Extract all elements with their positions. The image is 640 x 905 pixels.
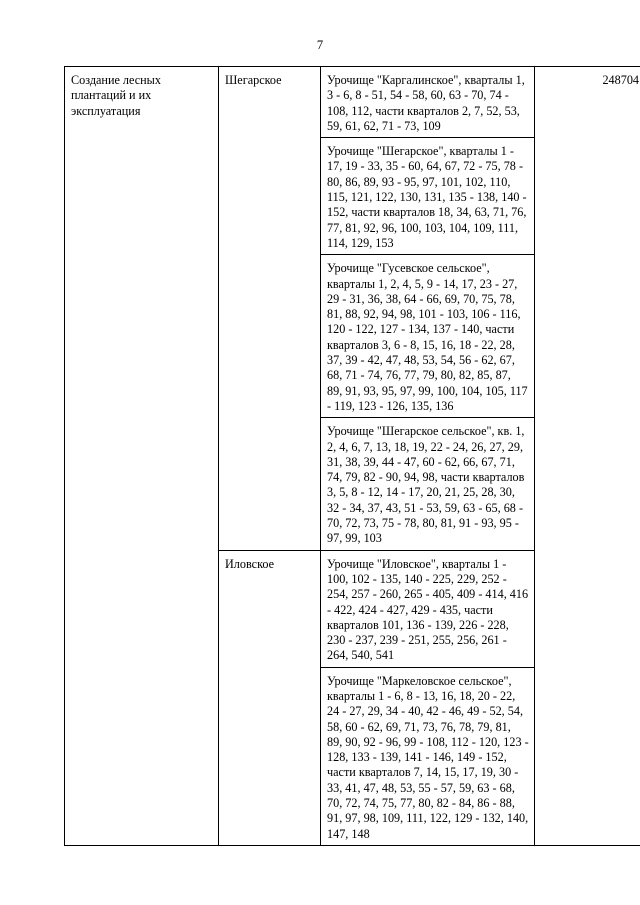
area-text: Урочище "Каргалинское", кварталы 1, 3 - 6, 8 - 51, 54 - 58, 60, 63 - 70, 74 - 108, 112, части кварталов 2, 7, 52, 53, 59, 61, 62, 71 - 73, 109 bbox=[327, 73, 525, 133]
area-cell bbox=[321, 255, 535, 418]
forestry-cell bbox=[219, 67, 321, 551]
area-text: Урочище "Шегарское сельское", кв. 1, 2, 4, 6, 7, 13, 18, 19, 22 - 24, 26, 27, 29, 31, 38, 39, 44 - 47, 60 - 62, 66, 67, 71, 74, 79, 82 - 90, 94, 98, части кварталов 3, 5, 8 - 12, 14 - 17, 20, 21, 25, 28, 30, 32 - 34, 37, 43, 51 - 53, 59, 63 - 65, 68 - 70, 72, 73, 75 - 78, 80, 81, 91 - 93, 95 - 97, 99, 103 bbox=[327, 424, 525, 546]
area-cell bbox=[321, 667, 535, 845]
page-number: 7 bbox=[316, 38, 324, 52]
forestry-cell bbox=[219, 550, 321, 845]
area-text: Урочище "Шегарское", кварталы 1 - 17, 19 - 33, 35 - 60, 64, 67, 72 - 75, 78 - 80, 86, 89, 93 - 95, 97, 101, 102, 110, 115, 121, 122, 130, 131, 135 - 138, 140 - 152, части кварталов 18, 34, 63, 71, 76, 77, 81, 92, 96, 100, 103, 104, 109, 111, 114, 129, 153 bbox=[327, 144, 527, 250]
registry-number: 248704 bbox=[602, 73, 639, 87]
area-text: Урочище "Гусевское сельское", кварталы 1, 2, 4, 5, 9 - 14, 17, 23 - 27, 29 - 31, 36, 38, 64 - 66, 69, 70, 75, 78, 81, 88, 92, 94, 98, 101 - 103, 106 - 116, 120 - 122, 127 - 134, 137 - 140, части кварталов 3, 6 - 8, 15, 16, 18 - 22, 28, 37, 39 - 42, 47, 48, 53, 54, 56 - 62, 67, 68, 71 - 74, 76, 77, 79, 80, 82, 85, 87, 89, 91, 93, 95, 97, 99, 100, 104, 105, 117 - 119, 123 - 126, 135, 136 bbox=[327, 261, 528, 413]
area-cell bbox=[321, 418, 535, 550]
area-cell bbox=[321, 138, 535, 255]
area-text: Урочище "Маркеловское сельское", кварталы 1 - 6, 8 - 13, 16, 18, 20 - 22, 24 - 27, 29, 34 - 40, 42 - 46, 49 - 52, 54, 58, 60 - 62, 69, 71, 73, 76, 78, 79, 81, 89, 90, 92 - 96, 99 - 108, 112 - 120, 123 - 128, 133 - 139, 141 - 146, 149 - 152, части кварталов 7, 14, 15, 17, 19, 30 - 33, 41, 47, 48, 53, 55 - 57, 59, 63 - 68, 70, 72, 74, 75, 77, 80, 82 - 84, 86 - 88, 91, 97, 98, 109, 111, 122, 129 - 132, 140, 147, 148 bbox=[327, 673, 529, 841]
table-row bbox=[65, 67, 640, 138]
purpose-text: Создание лесных плантаций и их эксплуатация bbox=[71, 73, 161, 118]
registry-number-cell bbox=[535, 67, 640, 846]
area-cell bbox=[321, 550, 535, 667]
forestry-name: Шегарское bbox=[225, 73, 282, 87]
purpose-cell bbox=[65, 67, 219, 846]
area-text: Урочище "Иловское", кварталы 1 - 100, 102 - 135, 140 - 225, 229, 252 - 254, 257 - 260, 265 - 405, 409 - 414, 416 - 422, 424 - 427, 429 - 435, части кварталов 101, 136 - 139, 226 - 228, 230 - 237, 239 - 251, 255, 256, 261 - 264, 540, 541 bbox=[327, 556, 529, 663]
forest-use-table bbox=[64, 66, 640, 846]
area-cell bbox=[321, 67, 535, 138]
forestry-name: Иловское bbox=[225, 556, 275, 571]
